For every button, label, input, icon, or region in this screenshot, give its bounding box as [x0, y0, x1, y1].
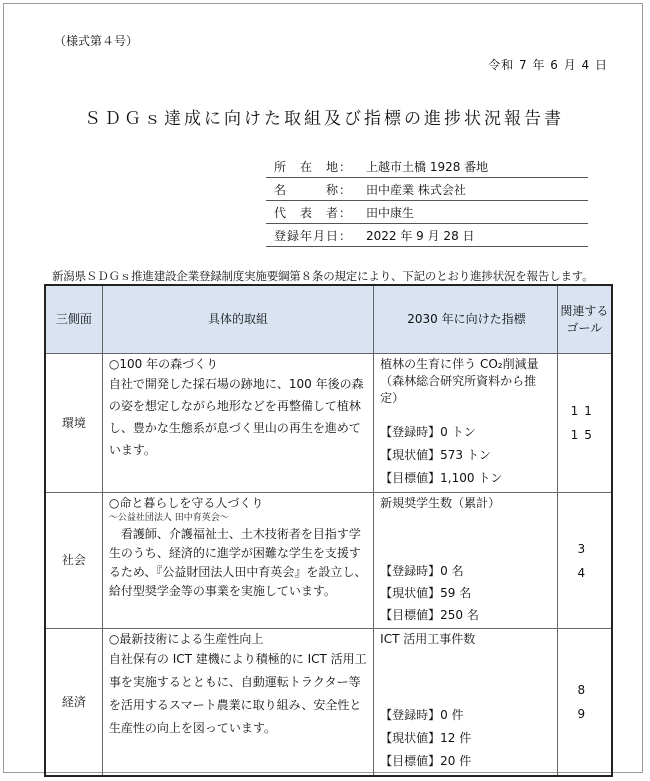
initiative-subtitle: ～公益社団法人 田中育英会～ [108, 513, 229, 523]
aspect-cell: 経済 [45, 629, 102, 777]
indicator-name: 植林の生育に伴う CO₂削減量（森林総合研究所資料から推定） [380, 357, 539, 405]
initiative-cell [102, 354, 373, 493]
table-row [45, 354, 612, 493]
company-info [266, 155, 588, 247]
report-page [3, 3, 643, 773]
indicator-current: 【現状値】59 名 [380, 586, 472, 600]
indicator-target: 【目標値】20 件 [380, 754, 472, 768]
info-row-representative [266, 201, 588, 224]
indicator-cell [374, 354, 557, 493]
indicator-registered: 【登録時】0 件 [380, 708, 464, 722]
indicator-name: ICT 活用工事件数 [380, 632, 476, 646]
goals-cell [557, 629, 612, 777]
table-row [45, 493, 612, 629]
table-row [45, 629, 612, 777]
indicator-current: 【現状値】573 トン [380, 448, 491, 462]
header-goals [557, 285, 612, 354]
report-title: ＳＤＧｓ達成に向けた取組及び指標の進捗状況報告書 [84, 109, 564, 129]
initiative-body: 看護師、介護福祉士、土木技術者を目指す学生のうち、経済的に進学が困難な学生を支援するため、『公益財団法人田中育英会』を設立し、給付型奨学金等の事業を実施しています。 [108, 527, 367, 598]
goal-number: 8 [577, 683, 592, 697]
indicator-current: 【現状値】12 件 [380, 731, 472, 745]
info-row-address [266, 155, 588, 178]
header-goals-line1: 関連する [560, 303, 609, 318]
info-value: 上越市土橋 1928 番地 [366, 159, 489, 174]
info-value: 田中康生 [366, 205, 415, 220]
aspect-cell: 環境 [45, 354, 102, 493]
header-goals-line2: ゴール [566, 320, 603, 335]
goals-cell [557, 493, 612, 629]
info-label: 代 表 者： [274, 205, 353, 220]
intro-text: 新潟県ＳＤＧｓ推進建設企業登録制度実施要綱第８条の規定により、下記のとおり進捗状況を報告します。 [52, 269, 594, 283]
indicator-name: 新規奨学生数（累計） [380, 496, 501, 510]
form-number: （様式第４号） [54, 34, 139, 48]
initiative-body: 自社保有の ICT 建機により積極的に ICT 活用工事を実施するとともに、自動運転トラクター等を活用するスマート農業に取り組み、安全性と生産性の向上を図っています。 [108, 652, 367, 735]
indicator-registered: 【登録時】0 名 [380, 564, 464, 578]
initiative-body: 自社で開発した採石場の跡地に、100 年後の森の姿を想定しながら地形などを再整備して植林し、豊かな生態系が息づく里山の再生を進めています。 [108, 377, 364, 457]
progress-table [44, 284, 613, 777]
info-value: 2022 年 9 月 28 日 [366, 228, 475, 243]
table-header-row [45, 285, 612, 354]
header-indicator: 2030 年に向けた指標 [374, 285, 557, 354]
goal-number: 11 [570, 404, 598, 418]
goal-number: 4 [577, 565, 592, 580]
indicator-cell [374, 629, 557, 777]
info-label: 所 在 地： [274, 159, 353, 174]
initiative-cell [102, 629, 373, 777]
header-aspect: 三側面 [45, 285, 102, 354]
info-value: 田中産業 株式会社 [366, 182, 466, 197]
goals-cell [557, 354, 612, 493]
goal-number: 9 [577, 707, 592, 721]
goal-number: 15 [570, 428, 598, 442]
info-label: 登録年月日： [274, 228, 353, 243]
initiative-title: ○命と暮らしを守る人づくり [108, 496, 264, 510]
indicator-target: 【目標値】250 名 [380, 608, 479, 622]
initiative-title: ○最新技術による生産性向上 [108, 632, 264, 646]
info-label: 名 称： [274, 182, 353, 197]
initiative-title: ○100 年の森づくり [108, 357, 219, 371]
info-row-registration-date [266, 224, 588, 247]
report-date: 令和 7 年 6 月 4 日 [488, 58, 608, 72]
indicator-cell [374, 493, 557, 629]
initiative-cell [102, 493, 373, 629]
indicator-registered: 【登録時】0 トン [380, 425, 476, 439]
aspect-cell: 社会 [45, 493, 102, 629]
indicator-target: 【目標値】1,100 トン [380, 471, 503, 485]
goal-number: 3 [577, 541, 592, 556]
info-row-name [266, 178, 588, 201]
header-initiative: 具体的取組 [102, 285, 373, 354]
